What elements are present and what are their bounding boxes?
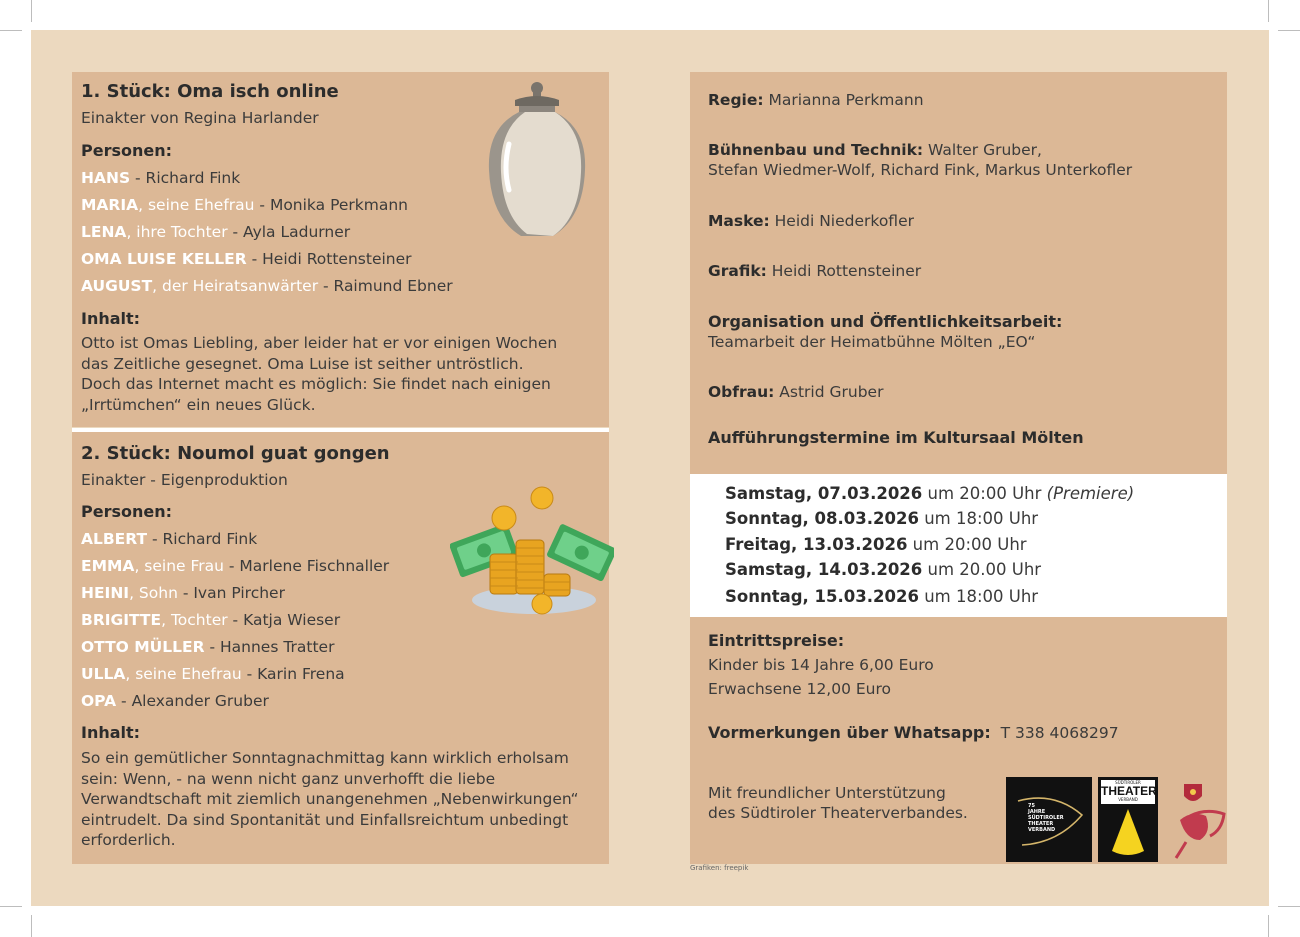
- crop-mark-bottom-right-h: [1278, 906, 1300, 907]
- crop-mark-top-right-v: [1268, 0, 1269, 22]
- date-entry: [725, 560, 1041, 580]
- content-line: sein: Wenn, - na wenn nicht ganz unverhofft die liebe: [81, 769, 496, 788]
- cast-role: , seine Ehefrau: [138, 196, 255, 214]
- credit-obfrau: [708, 382, 883, 402]
- date-time: um 20.00 Uhr: [922, 560, 1042, 579]
- date-entry: [725, 535, 1027, 555]
- content-line: Doch das Internet macht es möglich: Sie findet nach einigen: [81, 375, 551, 394]
- crop-mark-bottom-right-v: [1268, 915, 1269, 937]
- anniversary-logo-text: 75 JAHRE SÜDTIROLER THEATER VERBAND: [1028, 803, 1064, 833]
- credit-label: Obfrau:: [708, 383, 775, 401]
- credit-value: Heidi Rottensteiner: [766, 262, 922, 280]
- content-line: So ein gemütlicher Sonntagnachmittag kann wirklich erholsam: [81, 749, 569, 767]
- crop-mark-bottom-left-h: [0, 906, 22, 907]
- cast-entry: [81, 637, 334, 657]
- date-day: Samstag, 07.03.2026: [725, 484, 923, 503]
- cast-entry: [81, 583, 285, 603]
- cast-actor: - Karin Frena: [241, 665, 345, 683]
- date-entry: [725, 587, 1038, 607]
- cast-actor: - Monika Perkmann: [254, 196, 408, 214]
- price-adults: Erwachsene 12,00 Euro: [708, 680, 892, 698]
- booking-line: [708, 723, 1119, 743]
- content-line: „Irrtümchen“ ein neues Glück.: [81, 395, 316, 414]
- cast-actor: - Ayla Ladurner: [227, 223, 351, 241]
- play2-content-heading: Inhalt:: [81, 723, 141, 742]
- prices-heading: Eintrittspreise:: [708, 631, 845, 650]
- play1-subtitle: Einakter von Regina Harlander: [81, 109, 319, 127]
- theater-verband-logo: [1098, 777, 1158, 862]
- play2-content: [81, 748, 579, 851]
- play2-title: 2. Stück: Noumol guat gongen: [81, 443, 390, 464]
- cast-name: ULLA: [81, 665, 126, 683]
- cast-role: , Tochter: [161, 611, 228, 629]
- crop-mark-bottom-left-v: [31, 915, 32, 937]
- credit-label: Maske:: [708, 212, 770, 230]
- content-line: Otto ist Omas Liebling, aber leider hat er vor einigen Wochen: [81, 334, 558, 352]
- cast-role: , ihre Tochter: [126, 223, 228, 241]
- price-kids: Kinder bis 14 Jahre 6,00 Euro: [708, 656, 934, 674]
- cast-entry: [81, 691, 269, 711]
- cast-name: OMA LUISE KELLER: [81, 250, 247, 268]
- crop-mark-top-right-h: [1278, 30, 1300, 31]
- cast-entry: [81, 610, 340, 630]
- date-day: Freitag, 13.03.2026: [725, 535, 908, 554]
- content-line: eintrudelt. Da sind Spontanität und Einfallsreichtum unbedingt: [81, 810, 569, 829]
- termine-heading: Aufführungstermine im Kultursaal Mölten: [708, 428, 1084, 447]
- credit-buehne-cont: Stefan Wiedmer-Wolf, Richard Fink, Markus Unterkofler: [708, 161, 1133, 179]
- date-time: um 20:00 Uhr: [907, 535, 1027, 554]
- cast-entry: [81, 222, 350, 242]
- anniversary-logo: [1006, 777, 1092, 862]
- cast-name: LENA: [81, 223, 127, 241]
- money-illustration: [450, 484, 614, 624]
- booking-phone: T 338 4068297: [1000, 724, 1119, 742]
- cast-actor: - Katja Wieser: [227, 611, 341, 629]
- cast-role: , seine Frau: [134, 557, 224, 575]
- theater-logo-label: SÜDTIROLER THEATER VERBAND: [1101, 780, 1157, 802]
- credit-label: Bühnenbau und Technik:: [708, 141, 924, 159]
- cast-role: , der Heiratsanwärter: [152, 277, 319, 295]
- cast-name: OPA: [81, 692, 117, 710]
- date-entry: [725, 484, 1134, 504]
- cast-actor: - Heidi Rottensteiner: [246, 250, 412, 268]
- credit-regie: [708, 90, 924, 110]
- credit-maske: [708, 211, 914, 231]
- credit-value: Marianna Perkmann: [763, 91, 924, 109]
- date-time: um 18:00 Uhr: [918, 587, 1039, 606]
- play1-title: 1. Stück: Oma isch online: [81, 81, 339, 102]
- cast-entry: [81, 249, 412, 269]
- credit-buehne: [708, 140, 1042, 160]
- cast-entry: [81, 168, 240, 188]
- cast-actor: - Hannes Tratter: [204, 638, 335, 656]
- cast-actor: - Richard Fink: [130, 169, 241, 187]
- graphics-credit: Grafiken: freepik: [690, 864, 749, 872]
- play2-subtitle: Einakter - Eigenproduktion: [81, 471, 288, 489]
- credit-grafik: [708, 261, 921, 281]
- content-line: Verwandtschaft mit ziemlich unangenehmen „Nebenwirkungen“: [81, 790, 579, 809]
- cast-actor: - Marlene Fischnaller: [223, 557, 390, 575]
- cast-role: , seine Ehefrau: [125, 665, 242, 683]
- cast-role: , Sohn: [129, 584, 178, 602]
- crop-mark-top-left-h: [0, 30, 22, 31]
- credit-org-value: Teamarbeit der Heimatbühne Mölten „EO“: [708, 333, 1036, 351]
- cast-name: MARIA: [81, 196, 139, 214]
- date-time: um 18:00 Uhr: [918, 509, 1039, 528]
- cast-name: OTTO MÜLLER: [81, 638, 205, 656]
- support-line-2: des Südtiroler Theaterverbandes.: [708, 804, 968, 822]
- cast-actor: - Ivan Pircher: [177, 584, 285, 602]
- date-time: um 20:00 Uhr: [922, 484, 1047, 503]
- content-line: das Zeitliche gesegnet. Oma Luise ist seither untröstlich.: [81, 354, 524, 373]
- play2-cast-heading: Personen:: [81, 502, 173, 521]
- cast-name: HEINI: [81, 584, 130, 602]
- cast-name: EMMA: [81, 557, 135, 575]
- crop-mark-top-left-v: [31, 0, 32, 22]
- heimatbuehne-logo: [1172, 780, 1228, 862]
- cast-entry: [81, 529, 257, 549]
- support-line-1: Mit freundlicher Unterstützung: [708, 784, 946, 802]
- content-line: erforderlich.: [81, 831, 176, 850]
- play1-cast-heading: Personen:: [81, 141, 173, 160]
- cast-actor: - Richard Fink: [147, 530, 258, 548]
- cast-actor: - Alexander Gruber: [116, 692, 269, 710]
- date-day: Sonntag, 15.03.2026: [725, 587, 919, 606]
- cast-name: ALBERT: [81, 530, 148, 548]
- play1-content-heading: Inhalt:: [81, 309, 141, 328]
- credit-value: Astrid Gruber: [774, 383, 884, 401]
- spotlight-icon: [1108, 807, 1148, 859]
- cast-actor: - Raimund Ebner: [318, 277, 453, 295]
- urn-illustration: [485, 78, 589, 240]
- cast-name: HANS: [81, 169, 131, 187]
- booking-label: Vormerkungen über Whatsapp:: [708, 723, 991, 742]
- credit-label: Grafik:: [708, 262, 767, 280]
- cast-name: BRIGITTE: [81, 611, 162, 629]
- credit-label: Regie:: [708, 91, 764, 109]
- cast-name: AUGUST: [81, 277, 153, 295]
- cast-entry: [81, 556, 389, 576]
- credit-org-label: Organisation und Öffentlichkeitsarbeit:: [708, 312, 1063, 331]
- cast-entry: [81, 664, 345, 684]
- date-day: Samstag, 14.03.2026: [725, 560, 923, 579]
- credit-value: Heidi Niederkofler: [769, 212, 914, 230]
- play1-content: [81, 333, 557, 415]
- cast-entry: [81, 276, 453, 296]
- date-note: (Premiere): [1046, 484, 1135, 503]
- cast-entry: [81, 195, 408, 215]
- date-day: Sonntag, 08.03.2026: [725, 509, 919, 528]
- credit-value: Walter Gruber,: [923, 141, 1042, 159]
- date-entry: [725, 509, 1038, 529]
